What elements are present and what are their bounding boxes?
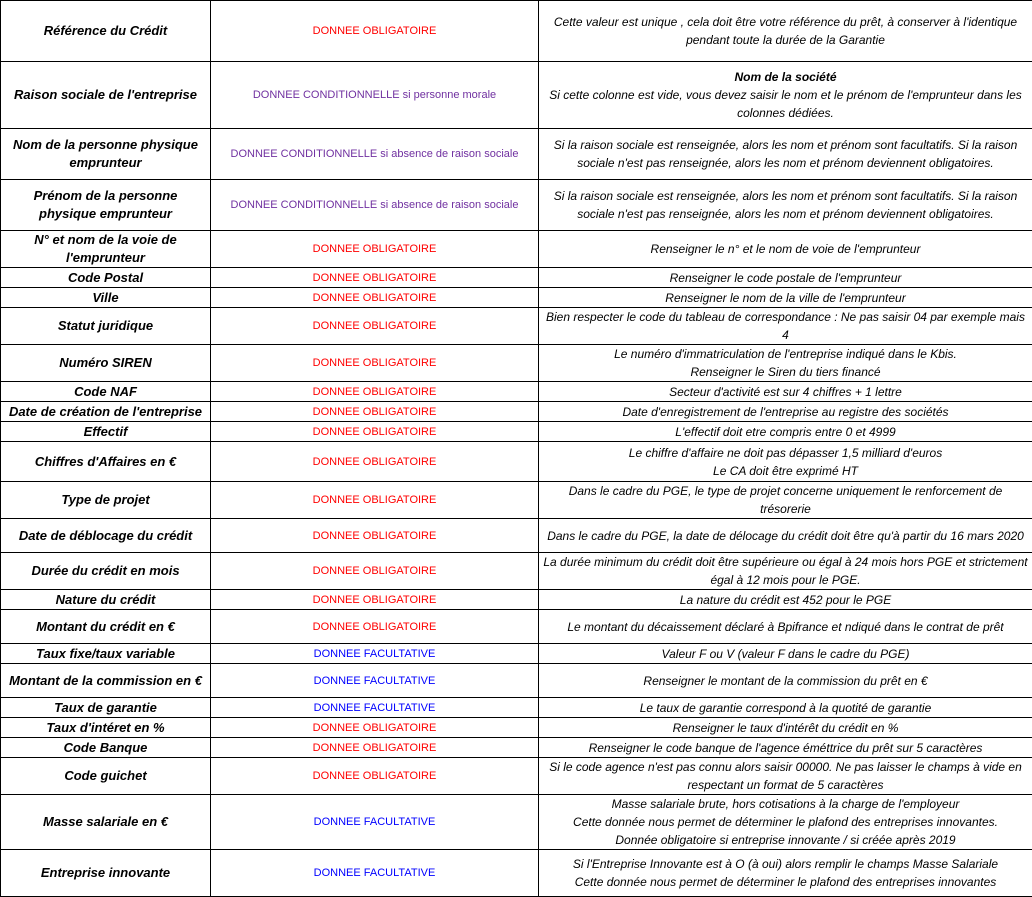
status-cell: DONNEE FACULTATIVE (211, 795, 539, 850)
table-row (1, 482, 1032, 519)
description-line: La durée minimum du crédit doit être supérieure ou égal à 24 mois hors PGE et strictement égal à 12 mois pour le PGE. (542, 553, 1029, 589)
description-line: Si l'Entreprise Innovante est à O (à oui) alors remplir le champs Masse Salariale (542, 855, 1029, 873)
description-cell (539, 231, 1032, 268)
description-cell (539, 698, 1032, 718)
status-cell: DONNEE FACULTATIVE (211, 698, 539, 718)
description-cell (539, 308, 1032, 345)
table-row (1, 718, 1032, 738)
field-name-cell: Taux d'intéret en % (1, 718, 211, 738)
description-cell (539, 288, 1032, 308)
description-line: Dans le cadre du PGE, la date de délocage du crédit doit être qu'à partir du 16 mars 2020 (542, 527, 1029, 545)
field-name-cell: Taux de garantie (1, 698, 211, 718)
table-row (1, 519, 1032, 553)
table-row (1, 590, 1032, 610)
table-row (1, 698, 1032, 718)
description-line: Si le code agence n'est pas connu alors saisir 00000. Ne pas laisser le champs à vide en respectant un format de 5 caractères (542, 758, 1029, 794)
description-line: Le CA doit être exprimé HT (542, 462, 1029, 480)
description-cell (539, 590, 1032, 610)
field-name-cell: Entreprise innovante (1, 850, 211, 897)
table-row (1, 1, 1032, 62)
description-line: Masse salariale brute, hors cotisations à la charge de l'employeur (542, 795, 1029, 813)
description-line: Le montant du décaissement déclaré à Bpifrance et ndiqué dans le contrat de prêt (542, 618, 1029, 636)
table-row (1, 850, 1032, 897)
field-name-cell: Montant de la commission en € (1, 664, 211, 698)
field-name-cell: Ville (1, 288, 211, 308)
field-name-cell: Numéro SIREN (1, 345, 211, 382)
description-line: Si cette colonne est vide, vous devez saisir le nom et le prénom de l'emprunteur dans les colonnes dédiées. (542, 86, 1029, 122)
field-name-cell: Durée du crédit en mois (1, 553, 211, 590)
description-cell (539, 664, 1032, 698)
status-cell: DONNEE CONDITIONNELLE si personne morale (211, 62, 539, 129)
description-line: Renseigner le Siren du tiers financé (542, 363, 1029, 381)
status-cell: DONNEE OBLIGATOIRE (211, 422, 539, 442)
field-name-cell: N° et nom de la voie de l'emprunteur (1, 231, 211, 268)
status-cell: DONNEE OBLIGATOIRE (211, 231, 539, 268)
status-cell: DONNEE OBLIGATOIRE (211, 718, 539, 738)
description-cell (539, 758, 1032, 795)
description-cell (539, 382, 1032, 402)
status-cell: DONNEE FACULTATIVE (211, 644, 539, 664)
field-name-cell: Code guichet (1, 758, 211, 795)
description-line: Cette valeur est unique , cela doit être votre référence du prêt, à conserver à l'identique pendant toute la durée de la Garantie (542, 13, 1029, 49)
table-body (1, 1, 1032, 897)
status-cell: DONNEE OBLIGATOIRE (211, 758, 539, 795)
description-line: Valeur F ou V (valeur F dans le cadre du PGE) (542, 645, 1029, 663)
description-line: L'effectif doit etre compris entre 0 et 4999 (542, 423, 1029, 441)
field-name-cell: Code NAF (1, 382, 211, 402)
description-cell (539, 795, 1032, 850)
description-cell (539, 610, 1032, 644)
status-cell: DONNEE OBLIGATOIRE (211, 288, 539, 308)
field-name-cell: Nom de la personne physique emprunteur (1, 129, 211, 180)
description-cell (539, 482, 1032, 519)
description-cell (539, 62, 1032, 129)
field-name-cell: Type de projet (1, 482, 211, 519)
table-row (1, 288, 1032, 308)
description-cell (539, 129, 1032, 180)
description-line: La nature du crédit est 452 pour le PGE (542, 591, 1029, 609)
description-line: Si la raison sociale est renseignée, alors les nom et prénom sont facultatifs. Si la raison sociale n'est pas renseignée, alors les nom et prénom deviennent obligatoires. (542, 136, 1029, 172)
description-line: Bien respecter le code du tableau de correspondance : Ne pas saisir 04 par exemple mais 4 (542, 308, 1029, 344)
table-row (1, 231, 1032, 268)
field-name-cell: Taux fixe/taux variable (1, 644, 211, 664)
field-name-cell: Raison sociale de l'entreprise (1, 62, 211, 129)
field-name-cell: Chiffres d'Affaires en € (1, 442, 211, 482)
field-name-cell: Date de création de l'entreprise (1, 402, 211, 422)
status-cell: DONNEE OBLIGATOIRE (211, 1, 539, 62)
field-name-cell: Montant du crédit en € (1, 610, 211, 644)
table-row (1, 268, 1032, 288)
table-row (1, 795, 1032, 850)
status-cell: DONNEE OBLIGATOIRE (211, 610, 539, 644)
description-line: Nom de la société (542, 68, 1029, 86)
status-cell: DONNEE OBLIGATOIRE (211, 345, 539, 382)
description-line: Cette donnée nous permet de déterminer le plafond des entreprises innovantes (542, 873, 1029, 891)
description-cell (539, 850, 1032, 897)
description-cell (539, 442, 1032, 482)
description-cell (539, 519, 1032, 553)
field-name-cell: Date de déblocage du crédit (1, 519, 211, 553)
table-row (1, 62, 1032, 129)
status-cell: DONNEE FACULTATIVE (211, 664, 539, 698)
field-name-cell: Code Postal (1, 268, 211, 288)
status-cell: DONNEE OBLIGATOIRE (211, 402, 539, 422)
status-cell: DONNEE OBLIGATOIRE (211, 482, 539, 519)
description-cell (539, 553, 1032, 590)
description-line: Date d'enregistrement de l'entreprise au registre des sociétés (542, 403, 1029, 421)
field-name-cell: Référence du Crédit (1, 1, 211, 62)
description-line: Si la raison sociale est renseignée, alors les nom et prénom sont facultatifs. Si la raison sociale n'est pas renseignée, alors les nom et prénom deviennent obligatoires. (542, 187, 1029, 223)
table-row (1, 758, 1032, 795)
description-line: Renseigner le n° et le nom de voie de l'emprunteur (542, 240, 1029, 258)
status-cell: DONNEE OBLIGATOIRE (211, 308, 539, 345)
description-cell (539, 1, 1032, 62)
field-name-cell: Masse salariale en € (1, 795, 211, 850)
table-row (1, 345, 1032, 382)
description-cell (539, 718, 1032, 738)
table-row (1, 308, 1032, 345)
description-line: Renseigner le code postale de l'emprunteur (542, 269, 1029, 287)
table-row (1, 402, 1032, 422)
table-row (1, 664, 1032, 698)
description-cell (539, 180, 1032, 231)
description-line: Renseigner le taux d'intérêt du crédit en % (542, 719, 1029, 737)
table-row (1, 442, 1032, 482)
status-cell: DONNEE CONDITIONNELLE si absence de raison sociale (211, 180, 539, 231)
status-cell: DONNEE OBLIGATOIRE (211, 268, 539, 288)
description-line: Renseigner le code banque de l'agence éméttrice du prêt sur 5 caractères (542, 739, 1029, 757)
description-line: Le numéro d'immatriculation de l'entreprise indiqué dans le Kbis. (542, 345, 1029, 363)
table-row (1, 129, 1032, 180)
table-row (1, 422, 1032, 442)
status-cell: DONNEE FACULTATIVE (211, 850, 539, 897)
table-row (1, 553, 1032, 590)
description-line: Renseigner le montant de la commission du prêt en € (542, 672, 1029, 690)
table-row (1, 610, 1032, 644)
field-name-cell: Code Banque (1, 738, 211, 758)
status-cell: DONNEE OBLIGATOIRE (211, 590, 539, 610)
description-cell (539, 738, 1032, 758)
status-cell: DONNEE CONDITIONNELLE si absence de raison sociale (211, 129, 539, 180)
status-cell: DONNEE OBLIGATOIRE (211, 519, 539, 553)
description-line: Donnée obligatoire si entreprise innovante / si créée après 2019 (542, 831, 1029, 849)
field-name-cell: Nature du crédit (1, 590, 211, 610)
description-line: Le taux de garantie correspond à la quotité de garantie (542, 699, 1029, 717)
description-line: Cette donnée nous permet de déterminer le plafond des entreprises innovantes. (542, 813, 1029, 831)
description-line: Le chiffre d'affaire ne doit pas dépasser 1,5 milliard d'euros (542, 444, 1029, 462)
status-cell: DONNEE OBLIGATOIRE (211, 553, 539, 590)
table-row (1, 382, 1032, 402)
table-row (1, 738, 1032, 758)
description-cell (539, 345, 1032, 382)
description-line: Renseigner le nom de la ville de l'emprunteur (542, 289, 1029, 307)
description-cell (539, 644, 1032, 664)
field-name-cell: Prénom de la personne physique emprunteur (1, 180, 211, 231)
status-cell: DONNEE OBLIGATOIRE (211, 382, 539, 402)
description-cell (539, 268, 1032, 288)
description-cell (539, 422, 1032, 442)
table-row (1, 180, 1032, 231)
field-name-cell: Effectif (1, 422, 211, 442)
description-line: Secteur d'activité est sur 4 chiffres + 1 lettre (542, 383, 1029, 401)
description-line: Dans le cadre du PGE, le type de projet concerne uniquement le renforcement de trésorerie (542, 482, 1029, 518)
description-cell (539, 402, 1032, 422)
table-row (1, 644, 1032, 664)
field-name-cell: Statut juridique (1, 308, 211, 345)
status-cell: DONNEE OBLIGATOIRE (211, 442, 539, 482)
status-cell: DONNEE OBLIGATOIRE (211, 738, 539, 758)
